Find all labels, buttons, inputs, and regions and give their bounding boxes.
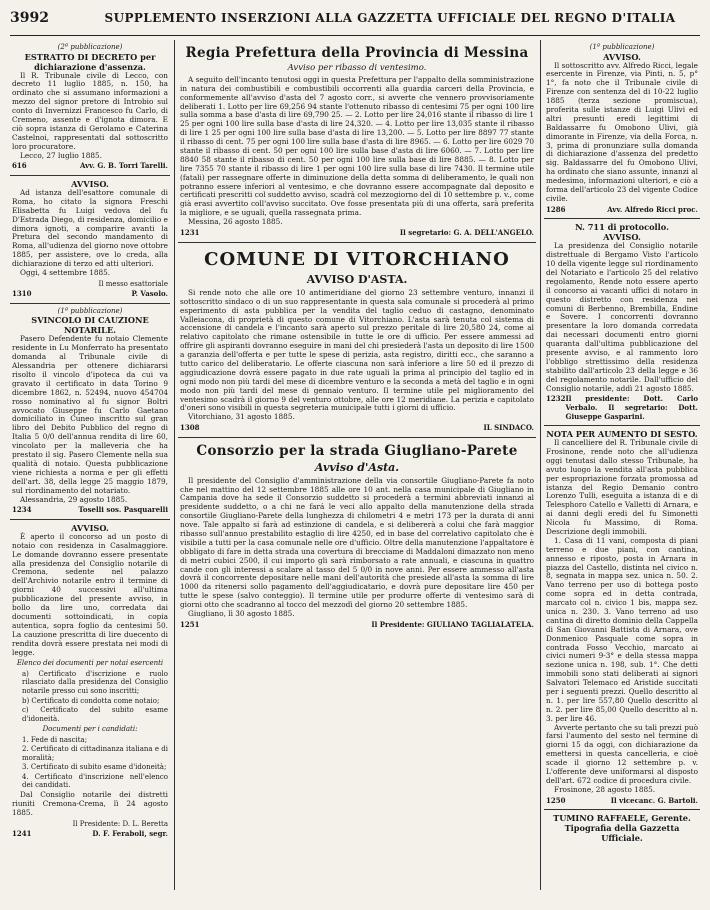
notice-title: SVINCOLO DI CAUZIONE NOTARILE.	[31, 315, 149, 336]
notice-title: AVVISO.	[71, 522, 109, 533]
notice-body: Il cancelliere del R. Tribunale civile di Frosinone, rende noto che all'udienza oggi tenutasi dallo stesso Tribunale, ha avuto luogo la vendita all'asta pubblica per espropriazione forzata promossa ad istanza del Regio Demanio contro Lorenzo Tulli, eseguita a istanza di e di Telesphoro Catello e Valletti di Arnara, e ai danni degli eredi del fu Simonetti Nicola fu Massimo, di Roma. Descrizione degli immobili.	[546, 438, 698, 536]
notice-tag: (2ª pubblicazione)	[57, 43, 123, 51]
notice-body: Il presidente del Consiglio d'amministrazione della via consortile Giugliano-Parete fa noto che nel mattino del 12 settembre 1885 alle ore 10 ant. nella casa municipale di Giugliano in Campania dove ha sede il Consorzio suddetto si procederà a termini abbreviati innanzi al presidente suddetto, o a chi ne fará le veci allo appalto della manutenzione della strada consortile Giugliano-Parete della lunghezza di chilometri 4 e metri 173 per la durata di anni nove. Tale appalto si farà ad estinzione di candela, e si delibererà a colui che farà maggior ribasso sull'annuo prestabilito estaglio di lire 4250, ed in base del correlativo capitolato che è visibile a tutti per la casa comunale nelle ore d'ufficio. Oltre della manutenzione l'appaltatore è obbligato di fare in detta strada una covertura di brecciame di Maddaloni dimazzato non meno di metri cubici 2500, il cui importo gli sarà rimborsato a rate annuali, e ciascuna in quattro cande con gli interessi a scalare al tasso del 5 0/0 in nove anni. Per essere ammesso all'asta dovrà il concorrente depositare nelle mani dell'autorità che presiede all'asta la somma di lire 1000 da ritenersi sollo pagamento dell'aggiudicatario, e dovrà pure depositare lire 450 per tutte le spese (salvo conteggio). Il termine utile per produrre offerte di ventesimo sarà di giorni otto che scadranno al tocco del mezzodì del giorno 20 settembre 1885.	[180, 475, 534, 610]
page-title: SUPPLEMENTO INSERZIONI ALLA GAZZETTA UFFICIALE DEL REGNO D'ITALIA	[104, 11, 676, 25]
notice-footer	[12, 830, 168, 839]
notice-number: 1241	[12, 829, 32, 839]
notice-signature: D. F. Feraboli, segr.	[92, 829, 168, 839]
notice-date: Frosinone, 28 agosto 1885.	[554, 784, 656, 794]
list-item: 4. Certificato d'inscrizione nell'elenco dei candidati.	[22, 772, 168, 790]
column-left	[10, 40, 170, 890]
notice-date: Lecco, 27 luglio 1885.	[20, 150, 102, 160]
notice-footer	[12, 506, 168, 515]
notice-footer	[12, 162, 168, 171]
notice-body: Avverte pertanto che su tali prezzi può farsi l'aumento del sesto nel termine di giorni 15 da oggi, con dichiarazione da emettersi in questa cancelleria, e cioè scade il giorno 12 settembre p. v. L'offerente deve uniformarsi al disposto dell'art. 672 codice di procedura civile.	[546, 722, 698, 785]
list-item: 2. Certificato di cittadinanza italiana e di moralità;	[22, 745, 168, 762]
notice-number: 1232	[546, 394, 566, 404]
notice-number: 1251	[180, 619, 200, 629]
notice-body: A seguito dell'incanto tenutosi oggi in questa Prefettura per l'appalto della somministrazione in natura dei combustibili e combustibili occorrenti alla guardia carceri della Provincia, e conformemente all'avviso d'asta del 7 agosto corr., si avverte che vennero provvisoriamente deliberati 1. Lotto per lire 69,256 94 stante l'ottenuto ribasso di centesimi 75 per ogni 100 lire sulla somma a base d'asta di lire 69,790 25. — 2. Lotto per lire 24,016 stante il ribasso di lire 1 25 per ogni 100 lire sulla base d'asta di lire 24,320. — 4. Lotto per lire 13,035 stante il ribasso di lire 1 25 per ogni 100 lire sulla base d'asta di lire 13,200. — 5. Lotto per lire 8897 77 stante il ribasso di cent. 75 per ogni 100 lire sulla base d'asta di lire 8965. — 6. Lotto per lire 6029 70 stante il ribasso di cent. 50 per ogni 100 lire sulla base d'asta di lire 6060. — 7. Lotto per lire 8840 58 stante il ribasso di cent. 50 per ogni 100 lire sulla base di lire 8885. — 8. Lotto per lire 7355 70 stante il ribasso di lire 1 per ogni 100 lire sulla base di lire 7430. Il termine utile (fatali) per rassegnare offerte in diminuzione della detta somma di deliberamento, le quali non potranno essere inferiori al ventesimo, e che dovranno essere accompagnate dal deposito e certificati prescritti col suddetto avviso, scadrà col mezzogiorno del di 10 settembre p. v., come già erasi avvertito coll'avviso succitato. Ove fosse presentata più di una offerta, sarà preferita la migliore, e se uguali, quella rassegnata prima.	[180, 74, 534, 218]
notice-number: 1231	[180, 227, 200, 237]
notice-footer	[546, 797, 698, 806]
notice-consiglio-bergamo	[544, 219, 700, 426]
notice-svincolo-cauzione	[10, 304, 170, 520]
column-divider	[540, 40, 541, 890]
page-header	[10, 10, 700, 36]
notice-subtitle: AVVISO D'ASTA.	[306, 273, 408, 287]
notice-title: N. 711 di protocollo.	[575, 222, 669, 233]
notice-body: Ad istanza dell'esattore comunale di Roma, ho citato la signora Freschi Elisabetta fu Luigi vedova del fu D'Estrada Diego, di residenza, domicilio e dimora ignoti, a comparire avanti la Pretura del secondo mandamento di Roma, all'udienza del giorno nove ottobre 1885, per assistere, ove lo creda, alla dichiarazione di terzo ed atti ulteriori.	[12, 187, 168, 269]
notice-date: Alessandria, 29 agosto 1885.	[20, 494, 128, 504]
notice-role: Il Presidente: D. L. Beretta	[72, 819, 168, 828]
notice-body: Pasero Defendente fu notaio Clemente residente in Lu Monferrato ha presentato domanda al Tribunale civile di Alessandria per ottenere dichiararsi risolto il vincolo d'ipoteca da cui va gravato il certificato in data Torino 9 dicembre 1862, n. 52494, nuovo 454704 rosso nominativo al fu signor Boltri avvocato Giuseppe fu Carlo Gaetano domiciliato in Cuneo inscritto sul gran libro del Debito Pubblico del regno di Italia 5 0/0 dell'annua rendita di lire 60, vincolato per la malleveria che ha prestato il sig. Pasero Clemente nella sua qualità di notaio. Questa pubblicazione viene richiesta a norma e per gli effetti dell'art. 38, della legge 25 maggio 1879, sul riordinamento del notariato.	[12, 334, 168, 495]
notice-signature: Il presidente: Dott. Carlo Verbalo. Il segretario: Dott. Giuseppe Gasparini.	[565, 394, 698, 421]
notice-list: 1. Casa di 11 vani, composta di piani terreno e due piani, con cantina, annesso e riposto, posta in Arnara in piazza del Castello, distinta nel civico n. 8, segnata in mappa sez. unica n. 50. 2. Vano terreno per uso di bottega posto come sopra ed in detta contrada, marcato col n. civico 1 bis, mappa sez. unica n. 230. 3. Vano terreno ad uso cantina di diretto dominio della Cappella di San Giovanni Battista di Arnara, ove Donmenico Pasquale come sopra in contrada Fosso Vecchio, marcato ai civici numeri 9-3° e della stessa mappa sezione unica n. 198, sub. 1°. Che detti immobili sono stati deliberati ai signori Salvatori Telemaco ed Aristide succitati per i seguenti prezzi. Quello descritto al n. 1. per lire 557,80 Quello descritto al n. 2. per lire 85,00 Quello descritto al n. 3. per lire 46.	[546, 535, 698, 723]
list-item: 3. Certificato di subito esame d'idoneità;	[22, 763, 167, 772]
notice-footer	[180, 424, 534, 433]
printer-line: Tipografia della Gazzetta Ufficiale.	[564, 823, 680, 844]
publisher-manager: TUMINO RAFFAELE, Gerente.	[553, 813, 691, 824]
notice-number: 1234	[12, 505, 32, 515]
notice-title: AVVISO.	[603, 51, 641, 62]
notice-signature: IL SINDACO.	[483, 423, 534, 433]
columns	[10, 40, 700, 890]
notice-date: Oggi, 4 settembre 1885.	[20, 267, 111, 277]
notice-date: Vitorchiano, 31 agosto 1885.	[188, 412, 295, 422]
notice-subtitle: Avviso d'Asta.	[314, 461, 400, 475]
list-item: b) Certificato di condotta come notaio;	[22, 696, 160, 705]
notice-consorzio-giugliano	[178, 438, 536, 634]
notice-title: AVVISO.	[71, 178, 109, 189]
notice-comune-vitorchiano	[178, 243, 536, 438]
notice-date: Dal Consiglio notarile dei distretti riuniti Cremona-Crema, lì 24 agosto 1885.	[12, 789, 168, 817]
page-number: 3992	[10, 10, 49, 26]
list-title: Documenti per i candidati:	[42, 725, 138, 734]
notice-tag: (1ª pubblicazione)	[57, 306, 123, 315]
notice-title: Consorzio per la strada Giugliano-Parete	[196, 442, 518, 459]
notice-number: 1310	[12, 289, 32, 299]
notice-title: ESTRATTO DI DECRETO per dichiarazione d'assenza.	[24, 51, 156, 72]
notice-signature: Il Presidente: GIULIANO TAGLIALATELA.	[371, 619, 534, 629]
notice-concorso-notaio	[10, 520, 170, 843]
notice-footer	[546, 395, 698, 421]
list-item: c) Certificato del subito esame d'idoneità.	[22, 706, 168, 723]
list-title: Elenco dei documenti per notai esercenti	[16, 659, 164, 668]
column-right	[544, 40, 700, 890]
notice-footer	[180, 229, 534, 238]
notice-avviso-roma	[10, 176, 170, 304]
notice-prefettura-messina	[178, 40, 536, 243]
notice-decreto-assenza	[10, 40, 170, 176]
column-divider	[174, 40, 175, 890]
notice-number: 1250	[546, 795, 566, 805]
notice-signature: Avv. G. B. Torri Tarelli.	[79, 161, 168, 171]
notice-subtitle: AVVISO.	[603, 232, 641, 243]
notice-body: Si rende noto che alle ore 10 antimeridiane del giorno 23 settembre venturo, innanzi il sottoscritto sindaco o di un suo rappresentante in questa sala comunale si procederà al primo esperimento di asta pubblica per la vendita del taglio ceduo di castagno, denominato Valleiacona, di proprietà di questo comune di Vitorchiano. L'asta sarà tenuta col sistema di accensione di candela e l'incanto sarà aperto sul prezzo peritale di lire 20,580 24, come al relativo capitolato che rimane ostensibile in tutte le ore di ufficio. Per essere ammessi ad offrire gli aspiranti dovranno eseguire in mani del chi presiederà l'asta un deposito di lire 1500 a garanzia dell'offerta e per tutte le spese di perizia, asta registro, diritti ecc., che saranno a tutto carico del deliberatario. Le offerte ciascuna non sarà inferiore a lire 50 ed il prezzo di aggiudicazione dovrà essere pagato in due rate uguali la prima al principio del taglio ed in ogni modo non più tardi del mese di dicembre venturo e la seconda a metà del taglio e in ogni modo non più tardi del mese di gennaio venturo. Il termine utile pel miglioramento del ventesimo scadrà il giorno 9 del venturo ottobre, alle ore 12 meridiane. La perizia e capitolato d'oneri sono visibili in questa segreteria municipale tutti i giorni di ufficio.	[180, 287, 534, 413]
notice-signature: Il segretario: G. A. DELL'ANGELO.	[399, 227, 534, 237]
notice-tag: (1ª pubblicazione)	[589, 43, 655, 51]
notice-date: Messina, 26 agosto 1885.	[188, 217, 283, 227]
notice-body: Il sottoscritto avv. Alfredo Ricci, legale esercente in Firenze, via Pinti, n. 5, p° 1°, fa noto che il Tribunale civile di Firenze con sentenza del di 10-22 luglio 1885 (terza sezione promiscua), proferita sulle istanze di Luigi Ulivi ed altri presunti eredi legittimi di Baldassarre fu Omobono Ulivi, già dimorante in Firenze, via della Forca, n. 3, prima di pronunziare sulla domanda di dichiarazione d'assenza del predetto sig. Baldassarre del fu Omobono Ulivi, ha ordinato che siano assunte, innanzi al medesimo, informazioni ulteriori, e ciò a forma dell'articolo 23 del vigente Codice civile.	[546, 60, 698, 203]
notice-footer	[546, 206, 698, 215]
notice-number: 1308	[180, 423, 200, 433]
notice-title: COMUNE DI VITORCHIANO	[204, 248, 510, 270]
notice-body: La presidenza del Consiglio notarile distrettuale di Bergamo Visto l'articolo 10 della vigente legge sul riordinamento del Notariato e l'articolo 25 del relativo regolamento, Rende noto essere aperto il concorso ai vacanti uffici di notaro in questo distretto con residenza nei comuni di Berbenno, Brembilla, Endine e Sovere. I concorrenti dovranno presentare la loro domanda corredata dai necessari documenti entro giorni quaranta dall'ultima pubblicazione del presente avviso, e al rammento loro l'obbligo strettissimo della residenza stabilito dall'articolo 23 della legge e 36 del regolamento notarile. Dall'ufficio del Consiglio notarile, addì 21 agosto 1885.	[546, 241, 698, 393]
notice-title: Regia Prefettura della Provincia di Messina	[185, 45, 529, 61]
list-item: a) Certificato d'iscrizione e ruolo rilasciato dalla presidenza del Consiglio notarile presso cui sono inscritti;	[22, 669, 168, 695]
notice-signature: Toselli sos. Pasquarelli	[78, 505, 168, 515]
notice-signature: Il vicecanc. G. Bartoli.	[610, 795, 698, 805]
list-item: 1. Fede di nascita;	[22, 735, 88, 744]
notice-title: NOTA PER AUMENTO DI SESTO.	[546, 429, 698, 440]
notice-body: È aperto il concorso ad un posto di notaio con residenza in Casalmaggiore. Le domande dovranno essere presentate alla presidenza del Consiglio notarile di Cremona, sedente nel palazzo dell'Archivio notarile entro il termine di giorni 40 successivi all'ultima pubblicazione del presente avviso, in bollo da lire uno, corredata dai documenti sottoindicati, in copia autentica, sopra foglio da centesimi 50. La cauzione prescritta di lire duecento di rendita dovrà essere prestata nei modi di legge.	[12, 531, 168, 657]
notice-number: 616	[12, 161, 27, 171]
notice-signature: P. Vasolo.	[131, 289, 168, 299]
notice-avviso-firenze	[544, 40, 700, 219]
notice-signature: Avv. Alfredo Ricci proc.	[607, 204, 698, 214]
notice-subtitle: Avviso per ribasso di ventesimo.	[287, 63, 427, 74]
notice-aumento-sesto	[544, 426, 700, 810]
colophon	[544, 810, 700, 847]
notice-footer	[12, 290, 168, 299]
newspaper-page	[10, 10, 700, 890]
notice-role: Il messo esattoriale	[98, 279, 168, 288]
column-center	[178, 40, 536, 890]
notice-date: Giugliano, lì 30 agosto 1885.	[188, 608, 295, 618]
notice-body: Il R. Tribunale civile di Lecco, con decreto 11 luglio 1885, n. 150, ha ordinato che si assumano informazioni a mezzo del signor pretore di Introbio sul conto di Invernizzi Francesco fu Carlo, di Cremeno, assente e d'ignota dimora. E ciò sopra istanza di Gerolamo e Caterina Castelnoi, rappresentati dal sottoscritto loro procuratore.	[12, 70, 168, 151]
notice-footer	[180, 621, 534, 630]
notice-number: 1286	[546, 204, 566, 214]
